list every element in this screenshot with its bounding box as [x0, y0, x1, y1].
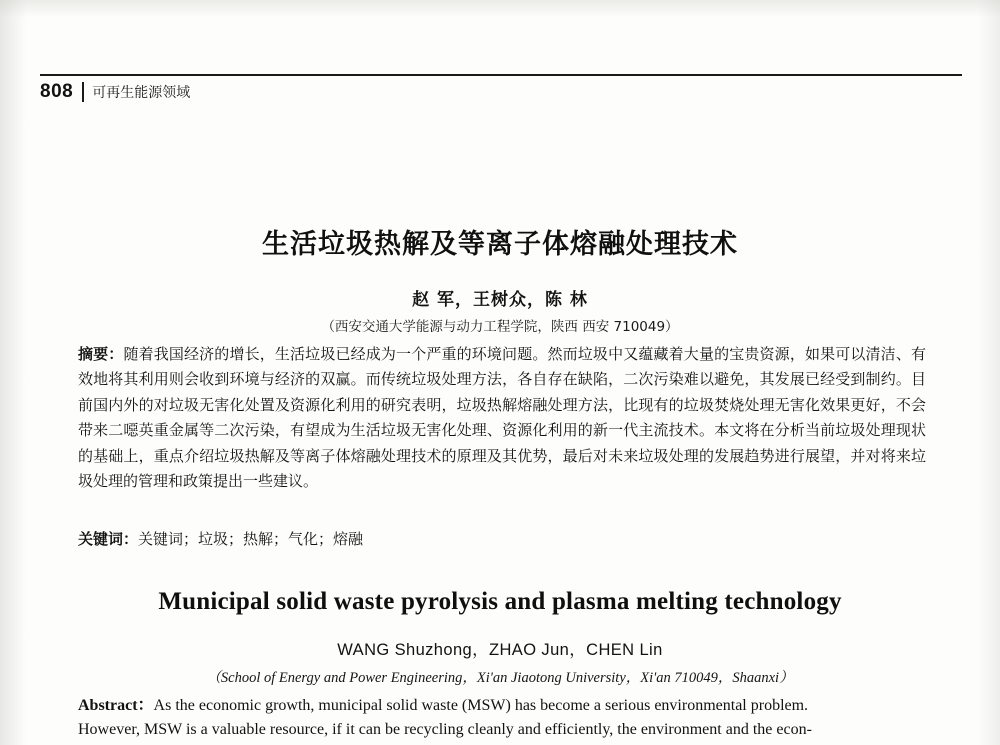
scan-edge-top	[0, 0, 1000, 18]
running-section-title: 可再生能源领域	[92, 85, 191, 101]
running-head	[40, 82, 190, 102]
page-title-chinese: 生活垃圾热解及等离子体熔融处理技术	[262, 229, 738, 260]
header-divider	[82, 82, 84, 102]
abstract-english-line-1	[78, 694, 926, 718]
page-title-english: Municipal solid waste pyrolysis and plasma melting technology	[158, 588, 842, 615]
keywords-chinese	[78, 527, 926, 552]
abstract-label-english: Abstract：	[78, 697, 154, 714]
keywords-body-chinese: 关键词；垃圾；热解；气化；熔融	[138, 530, 364, 548]
abstract-english-line-2: However, MSW is a valuable resource, if it can be recycling cleanly and efficiently, the environment and the econ-	[78, 721, 812, 738]
header-rule	[40, 74, 962, 76]
scan-edge-left	[0, 0, 26, 745]
abstract-body-chinese: 随着我国经济的增长，生活垃圾已经成为一个严重的环境问题。然而垃圾中又蕴藏着大量的宝贵资源，如果可以清洁、有效地将其利用则会收到环境与经济的双赢。而传统垃圾处理方法，各自存在缺陷，二次污染难以避免，其发展已经受到制约。目前国内外的对垃圾无害化处置及资源化利用的研究表明，垃圾热解熔融处理方法，比现有的垃圾焚烧处理无害化效果更好，不会带来二噁英重金属等二次污染，有望成为生活垃圾无害化处理、资源化利用的新一代主流技术。本文将在分析当前垃圾处理现状的基础上，重点介绍垃圾热解及等离子体熔融处理技术的原理及其优势，最后对未来垃圾处理的发展趋势进行展望，并对将来垃圾处理的管理和政策提出一些建议。	[78, 345, 926, 491]
abstract-chinese	[78, 342, 926, 494]
keywords-label-chinese: 关键词：	[78, 530, 139, 548]
authors-chinese: 赵 军，王树众，陈 林	[412, 290, 588, 310]
abstract-label-chinese: 摘要：	[78, 345, 124, 363]
scan-edge-right	[978, 0, 1000, 745]
abstract-body-english-1: As the economic growth, municipal solid waste (MSW) has become a serious environmental problem.	[153, 697, 809, 714]
authors-english: WANG Shuzhong，ZHAO Jun，CHEN Lin	[337, 641, 663, 659]
page-number: 808	[40, 81, 74, 102]
affiliation-chinese: （西安交通大学能源与动力工程学院，陕西 西安 710049）	[321, 319, 679, 335]
abstract-english	[78, 694, 926, 742]
affiliation-english: （School of Energy and Power Engineering，Xi'an Jiaotong University，Xi'an 710049，Shaanxi）	[206, 670, 794, 686]
